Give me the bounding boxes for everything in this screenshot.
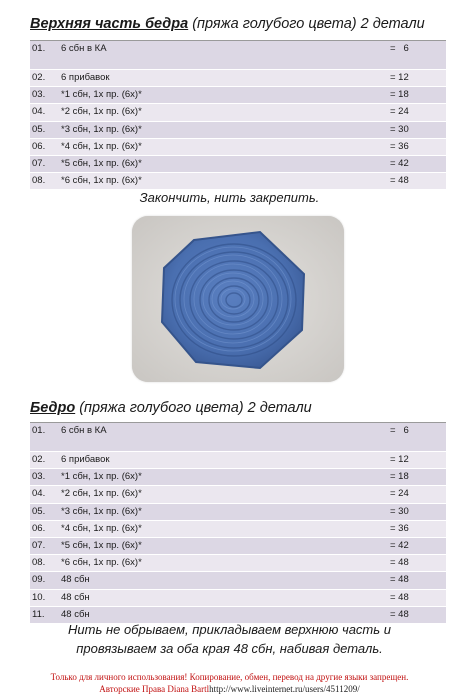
copyright-author: Авторские Права Diana Bartl: [99, 684, 210, 694]
pattern-table-upper-thigh: [30, 40, 446, 190]
row-number: 04.: [32, 106, 46, 118]
row-total: = 24: [390, 106, 409, 118]
row-total: = 18: [390, 471, 409, 483]
row-number: 02.: [32, 454, 46, 465]
finish-note: Закончить, нить закрепить.: [139, 190, 320, 205]
row-number: 02.: [32, 72, 46, 83]
row-total: = 6: [390, 425, 409, 436]
crochet-piece-illustration: [132, 216, 344, 382]
table-row: [30, 555, 446, 572]
row-instruction: *1 сбн, 1х пр. (6х)*: [61, 471, 142, 483]
row-number: 08.: [32, 175, 46, 187]
table-row: [30, 70, 446, 87]
row-total: = 12: [390, 454, 409, 465]
table-row: [30, 538, 446, 555]
table-row: [30, 139, 446, 156]
table-row: [30, 486, 446, 503]
row-total: = 12: [390, 72, 409, 83]
row-number: 04.: [32, 488, 46, 500]
row-total: = 6: [390, 43, 409, 54]
table-row: [30, 572, 446, 589]
copyright-line: [0, 684, 459, 694]
row-instruction: 6 прибавок: [61, 72, 110, 83]
row-total: = 48: [390, 175, 409, 187]
row-number: 06.: [32, 522, 46, 534]
table-row: [30, 452, 446, 469]
table-row: [30, 173, 446, 190]
row-total: = 48: [390, 574, 409, 586]
row-number: 01.: [32, 43, 46, 54]
section-title-rest: (пряжа голубого цвета) 2 детали: [188, 16, 425, 32]
row-instruction: *4 сбн, 1х пр. (6х)*: [61, 140, 142, 152]
row-instruction: 48 сбн: [61, 591, 90, 603]
row-total: = 30: [390, 505, 409, 517]
crochet-photo: [132, 216, 344, 382]
section-title-main: Бедро: [30, 400, 76, 416]
row-number: 11.: [32, 608, 45, 620]
row-instruction: *3 сбн, 1х пр. (6х)*: [61, 505, 142, 517]
row-instruction: 6 сбн в КА: [61, 43, 107, 54]
row-total: = 24: [390, 488, 409, 500]
row-total: = 36: [390, 522, 409, 534]
row-instruction: *4 сбн, 1х пр. (6х)*: [61, 522, 142, 534]
table-row: [30, 87, 446, 104]
row-instruction: *5 сбн, 1х пр. (6х)*: [61, 157, 142, 169]
section-title-upper-thigh: [30, 16, 425, 32]
row-number: 07.: [32, 539, 46, 551]
table-row: [30, 156, 446, 173]
table-row: [30, 122, 446, 139]
source-link[interactable]: http://www.liveinternet.ru/users/4511209/: [209, 684, 360, 694]
row-number: 03.: [32, 471, 46, 483]
table-row: [30, 469, 446, 486]
section-title-rest: (пряжа голубого цвета) 2 детали: [75, 400, 312, 416]
row-number: 05.: [32, 505, 46, 517]
row-number: 09.: [32, 574, 46, 586]
copyright-notice: Только для личного использования! Копирование, обмен, перевод на другие языки запрещен.: [50, 672, 409, 682]
row-instruction: *6 сбн, 1х пр. (6х)*: [61, 557, 142, 569]
row-instruction: 48 сбн: [61, 608, 90, 620]
table-row: [30, 590, 446, 607]
row-number: 01.: [32, 425, 46, 436]
assembly-note-line1: Нить не обрываем, прикладываем верхнюю часть и: [68, 622, 391, 637]
row-number: 06.: [32, 140, 46, 152]
table-row: [30, 41, 446, 70]
row-instruction: *2 сбн, 1х пр. (6х)*: [61, 106, 142, 118]
row-total: = 30: [390, 123, 409, 135]
row-number: 08.: [32, 557, 46, 569]
row-total: = 48: [390, 557, 409, 569]
row-number: 07.: [32, 157, 46, 169]
pattern-table-thigh: [30, 422, 446, 624]
row-instruction: 48 сбн: [61, 574, 90, 586]
row-total: = 48: [390, 608, 409, 620]
row-total: = 42: [390, 539, 409, 551]
row-instruction: *1 сбн, 1х пр. (6х)*: [61, 89, 142, 101]
table-row: [30, 504, 446, 521]
row-total: = 36: [390, 140, 409, 152]
table-row: [30, 423, 446, 452]
row-instruction: *3 сбн, 1х пр. (6х)*: [61, 123, 142, 135]
row-number: 10.: [32, 591, 46, 603]
table-row: [30, 104, 446, 121]
row-instruction: 6 сбн в КА: [61, 425, 107, 436]
row-total: = 42: [390, 157, 409, 169]
row-total: = 48: [390, 591, 409, 603]
table-row: [30, 521, 446, 538]
row-instruction: *6 сбн, 1х пр. (6х)*: [61, 175, 142, 187]
assembly-note: [0, 620, 459, 658]
row-total: = 18: [390, 89, 409, 101]
row-number: 03.: [32, 89, 46, 101]
row-instruction: *2 сбн, 1х пр. (6х)*: [61, 488, 142, 500]
section-title-main: Верхняя часть бедра: [30, 16, 189, 32]
assembly-note-line2: провязываем за оба края 48 сбн, набивая деталь.: [76, 641, 383, 656]
row-instruction: *5 сбн, 1х пр. (6х)*: [61, 539, 142, 551]
row-instruction: 6 прибавок: [61, 454, 110, 465]
section-title-thigh: [30, 400, 312, 416]
row-number: 05.: [32, 123, 46, 135]
